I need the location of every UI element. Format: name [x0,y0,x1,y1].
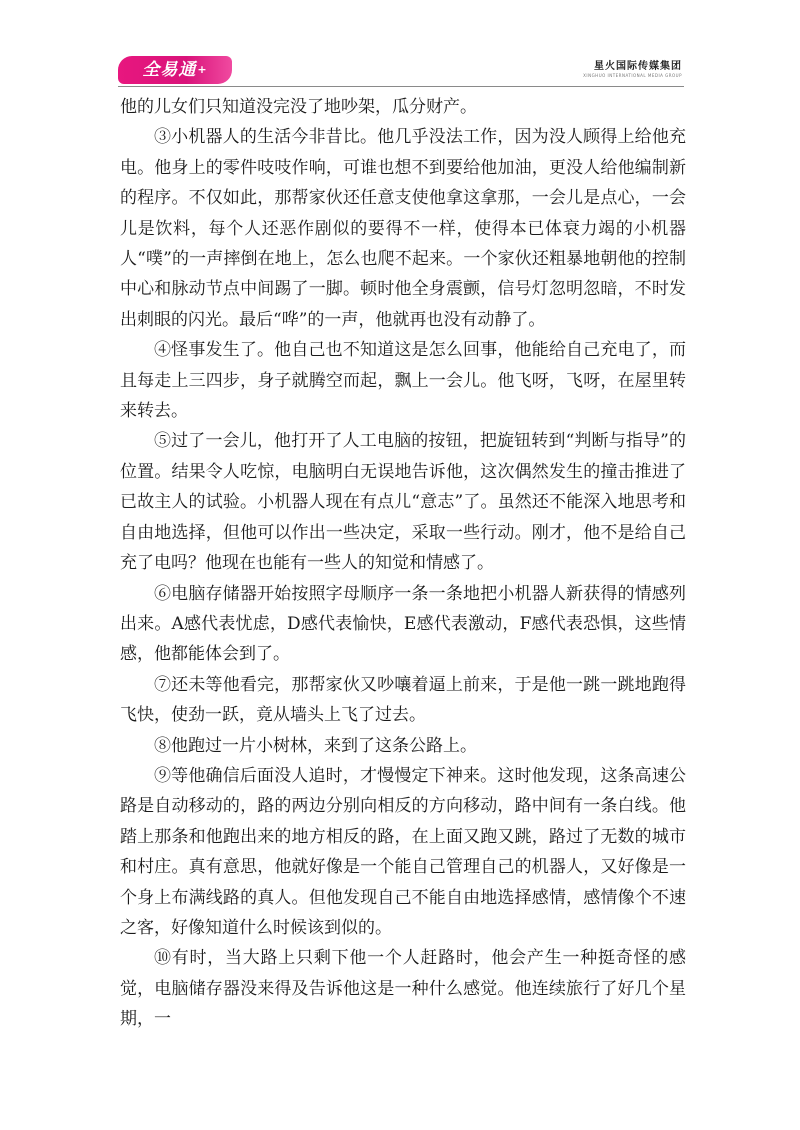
publisher-name: 星火国际传媒集团 [594,61,682,72]
paragraph: ⑨等他确信后面没人追时，才慢慢定下神来。这时他发现，这条高速公路是自动移动的，路的两边分别向相反的方向移动，路中间有一条白线。他踏上那条和他跑出来的地方相反的路，在上面又跑又跳，路过了无数的城市和村庄。真有意思，他就好像是一个能自己管理自己的机器人，又好像是一个身上布满线路的真人。但他发现自己不能自由地选择感情，感情像个不速之客，好像知道什么时候该到似的。 [120,765,686,938]
document-body [120,92,686,1035]
page-header [118,56,684,86]
paragraph: ③小机器人的生活今非昔比。他几乎没法工作，因为没人顾得上给他充电。他身上的零件吱吱作响，可谁也想不到要给他加油，更没人给他编制新的程序。不仅如此，那帮家伙还任意支使他拿这拿那，一会儿是点心，一会儿是饮料，每个人还恶作剧似的要得不一样，使得本已体衰力竭的小机器人“噗”的一声摔倒在地上，怎么也爬不起来。一个家伙还粗暴地朝他的控制中心和脉动节点中间踢了一脚。顿时他全身震颤，信号灯忽明忽暗，不时发出刺眼的闪光。最后“哗”的一声，他就再也没有动静了。 [120,127,686,330]
paragraph: ⑧他跑过一片小树林，来到了这条公路上。 [154,735,477,756]
paragraph: 他的儿女们只知道没完没了地吵架，瓜分财产。 [120,97,477,117]
publisher-name-en: XINGHUO INTERNATIONAL MEDIA GROUP [583,73,682,78]
paragraph: ⑥电脑存储器开始按照字母顺序一条一条地把小机器人新获得的情感列出来。A感代表忧虑，D感代表愉快，E感代表激动，F感代表恐惧，这些情感，他都能体会到了。 [120,583,686,665]
paragraph: ④怪事发生了。他自己也不知道这是怎么回事，他能给自己充电了，而且每走上三四步，身子就腾空而起，飘上一会儿。他飞呀，飞呀，在屋里转来转去。 [120,340,686,422]
brand-logo [118,56,232,84]
header-divider [118,86,684,87]
paragraph: ⑤过了一会儿，他打开了人工电脑的按钮，把旋钮转到“判断与指导”的位置。结果令人吃惊，电脑明白无误地告诉他，这次偶然发生的撞击推进了已故主人的试验。小机器人现在有点儿“意志”了。虽然还不能深入地思考和自由地选择，但他可以作出一些决定，采取一些行动。刚才，他不是给自己充了电吗？他现在也能有一些人的知觉和情感了。 [120,431,686,574]
brand-logo-text: 全易通 [142,60,197,80]
publisher-mark [583,61,682,79]
brand-logo-plus: + [197,63,208,76]
paragraph: ⑩有时，当大路上只剩下他一个人赶路时，他会产生一种挺奇怪的感觉，电脑储存器没来得及告诉他这是一种什么感觉。他连续旅行了好几个星期，一 [120,948,686,1030]
paragraph: ⑦还未等他看完，那帮家伙又吵嚷着逼上前来，于是他一跳一跳地跑得飞快，使劲一跃，竟从墙头上飞了过去。 [120,674,686,726]
